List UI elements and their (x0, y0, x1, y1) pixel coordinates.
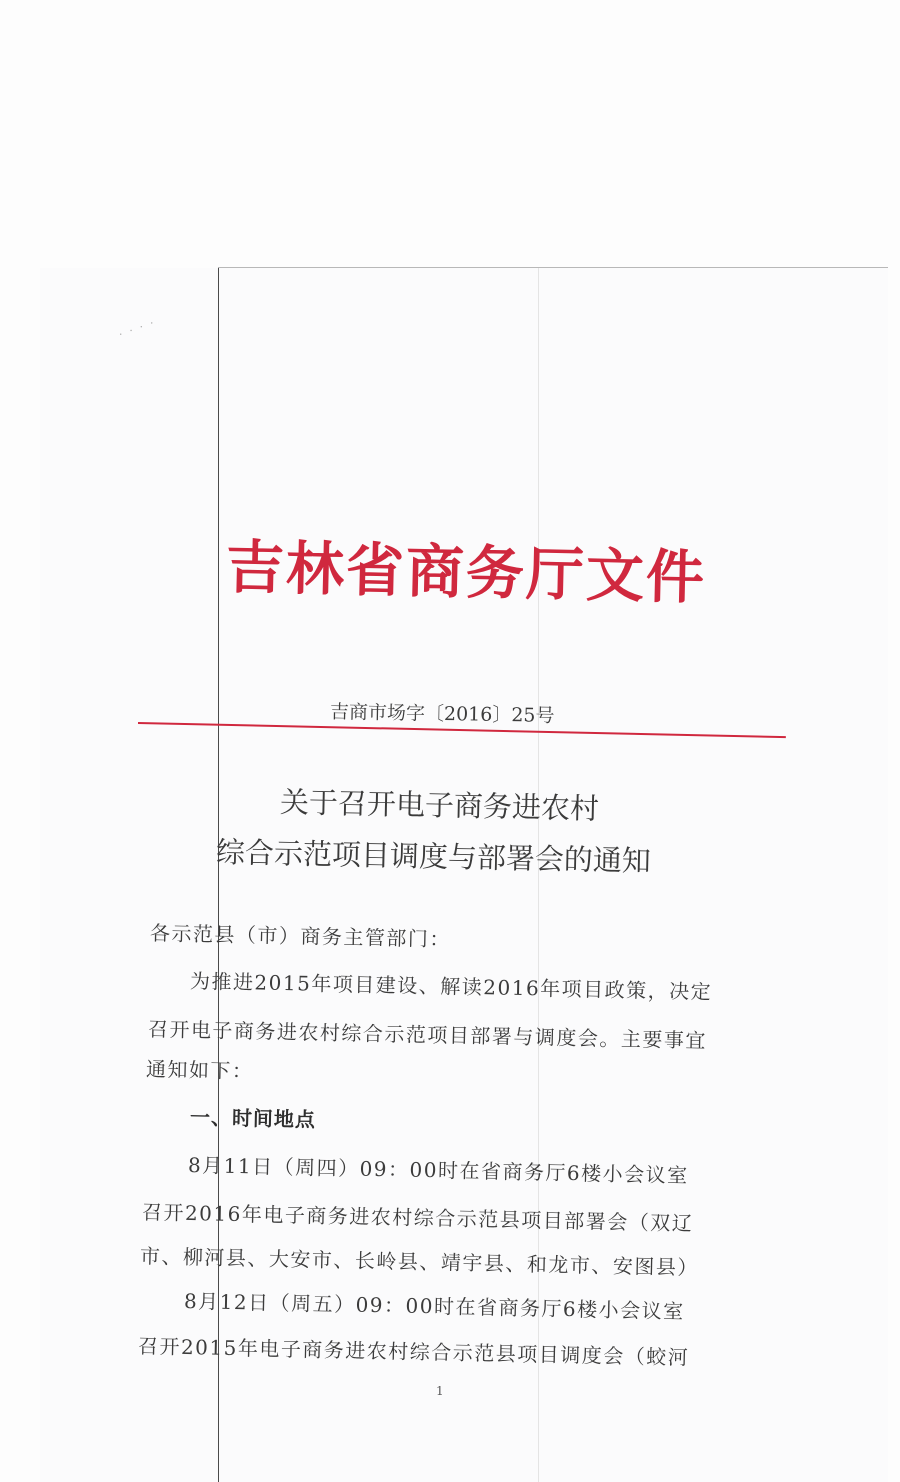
paragraph-1-line-3: 通知如下： (145, 1057, 254, 1084)
section-1-heading: 一、时间地点 (189, 1105, 317, 1132)
paragraph-1-line-2: 召开电子商务进农村综合示范项目部署与调度会。主要事宜 (147, 1017, 708, 1053)
document-number: 吉商市场字〔2016〕25号 (329, 701, 555, 727)
paragraph-2-line-2: 召开2016年电子商务进农村综合示范县项目部署会（双辽 (141, 1200, 694, 1236)
paragraph-3-line-2: 召开2015年电子商务进农村综合示范县项目调度会（蛟河 (137, 1334, 690, 1370)
salutation: 各示范县（市）商务主管部门： (149, 921, 452, 952)
subject-line-2: 综合示范项目调度与部署会的通知 (215, 835, 652, 879)
paragraph-2-line-3: 市、柳河县、大安市、长岭县、靖宇县、和龙市、安图县） (139, 1244, 700, 1280)
paragraph-1-line-1: 为推进2015年项目建设、解读2016年项目政策，决定 (189, 969, 713, 1004)
subject-line-1: 关于召开电子商务进农村 (279, 785, 600, 826)
scan-speckle: · · · · (116, 315, 158, 342)
page-number: 1 (436, 1384, 444, 1398)
paper-edge (218, 267, 888, 268)
document-header-title: 吉林省商务厅文件 (225, 533, 707, 612)
paragraph-3-line-1: 8月12日（周五）09：00时在省商务厅6楼小会议室 (183, 1289, 685, 1324)
paragraph-2-line-1: 8月11日（周四）09：00时在省商务厅6楼小会议室 (187, 1153, 689, 1188)
